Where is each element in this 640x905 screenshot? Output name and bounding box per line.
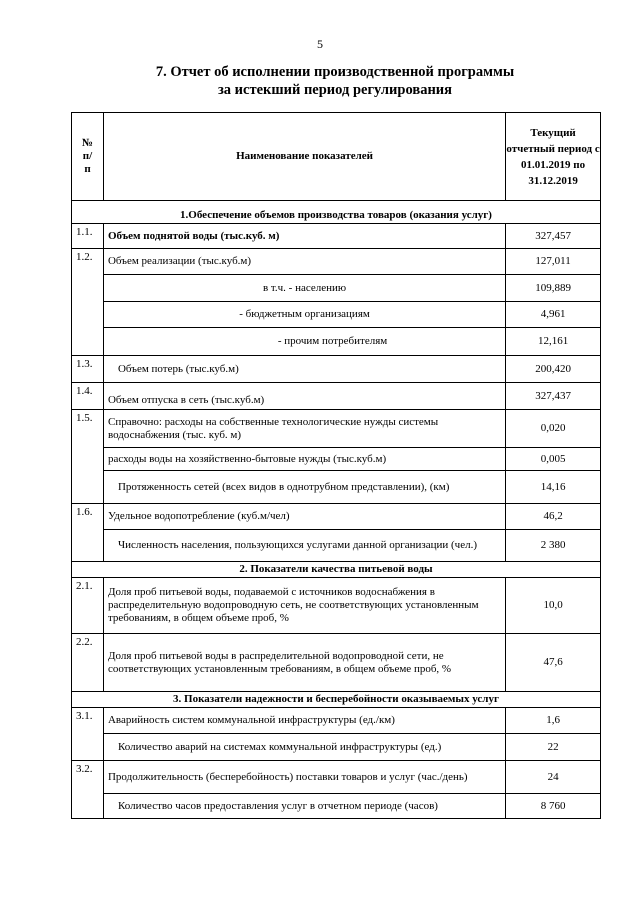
row-number: 3.1. [72,708,104,761]
row-number: 2.2. [72,634,104,692]
row-name: - прочим потребителям [103,328,505,356]
table-row [72,794,601,819]
row-name: Численность населения, пользующихся услугами данной организации (чел.) [103,530,505,562]
row-value: 0,005 [506,448,601,471]
row-name: - бюджетным организациям [103,302,505,328]
row-value: 22 [506,734,601,761]
table-row [72,302,601,328]
header-number: № п/п [72,113,104,201]
table-row [72,224,601,249]
row-value: 8 760 [506,794,601,819]
row-name: Протяженность сетей (всех видов в однотрубном представлении), (км) [103,471,505,504]
table-row [72,328,601,356]
row-value: 200,420 [506,356,601,383]
section-row [72,201,601,224]
table-row [72,448,601,471]
row-value: 10,0 [506,578,601,634]
table-row [72,410,601,448]
table-row [72,578,601,634]
row-name: расходы воды на хозяйственно-бытовые нужды (тыс.куб.м) [103,448,505,471]
row-value: 46,2 [506,504,601,530]
row-name: в т.ч. - населению [103,275,505,302]
page-title [70,63,600,99]
section-2-title: 2. Показатели качества питьевой воды [72,562,601,578]
row-number: 3.2. [72,761,104,819]
row-name: Удельное водопотребление (куб.м/чел) [103,504,505,530]
row-name: Продолжительность (бесперебойность) поставки товаров и услуг (час./день) [103,761,505,794]
row-name: Объем поднятой воды (тыс.куб. м) [103,224,505,249]
table-row [72,504,601,530]
row-value: 4,961 [506,302,601,328]
section-row [72,562,601,578]
row-name: Аварийность систем коммунальной инфраструктуры (ед./км) [103,708,505,734]
row-number: 1.5. [72,410,104,504]
row-number: 1.4. [72,383,104,410]
title-line-2: за истекший период регулирования [217,82,453,98]
row-number: 1.1. [72,224,104,249]
row-value: 0,020 [506,410,601,448]
row-value: 1,6 [506,708,601,734]
table-row [72,275,601,302]
table-row [72,471,601,504]
table-row [72,249,601,275]
row-name: Доля проб питьевой воды в распределительной водопроводной сети, не соответствующих установленным требованиям, в общем объеме проб, % [103,634,505,692]
title-line-1: 7. Отчет об исполнении производственной программы [155,64,515,80]
section-3-title: 3. Показатели надежности и бесперебойности оказываемых услуг [72,692,601,708]
row-name: Объем потерь (тыс.куб.м) [103,356,505,383]
table-row [72,734,601,761]
row-value: 2 380 [506,530,601,562]
row-value: 47,6 [506,634,601,692]
row-name: Количество часов предоставления услуг в отчетном периоде (часов) [103,794,505,819]
row-value: 327,457 [506,224,601,249]
row-value: 14,16 [506,471,601,504]
table-row [72,634,601,692]
row-number: 1.3. [72,356,104,383]
table-row [72,383,601,410]
header-period: Текущий отчетный период с 01.01.2019 по 31.12.2019 [506,113,601,201]
row-name: Объем реализации (тыс.куб.м) [103,249,505,275]
row-value: 24 [506,761,601,794]
table-row [72,356,601,383]
section-row [72,692,601,708]
section-1-title: 1.Обеспечение объемов производства товаров (оказания услуг) [72,201,601,224]
table-header-row [72,113,601,201]
row-value: 127,011 [506,249,601,275]
row-value: 12,161 [506,328,601,356]
table-row [72,708,601,734]
row-name: Доля проб питьевой воды, подаваемой с источников водоснабжения в распределительную водопроводную сеть, не соответствующих установленным требованиям, в общем объеме проб, % [103,578,505,634]
page-number: 5 [317,37,323,51]
row-name: Объем отпуска в сеть (тыс.куб.м) [103,383,505,410]
row-name: Количество аварий на системах коммунальной инфраструктуры (ед.) [103,734,505,761]
row-value: 327,437 [506,383,601,410]
header-name: Наименование показателей [103,113,505,201]
row-number: 1.6. [72,504,104,562]
row-number: 2.1. [72,578,104,634]
table-row [72,761,601,794]
row-name: Справочно: расходы на собственные технологические нужды системы водоснабжения (тыс. куб. м) [103,410,505,448]
row-value: 109,889 [506,275,601,302]
row-number: 1.2. [72,249,104,356]
table-row [72,530,601,562]
report-table [71,112,601,819]
